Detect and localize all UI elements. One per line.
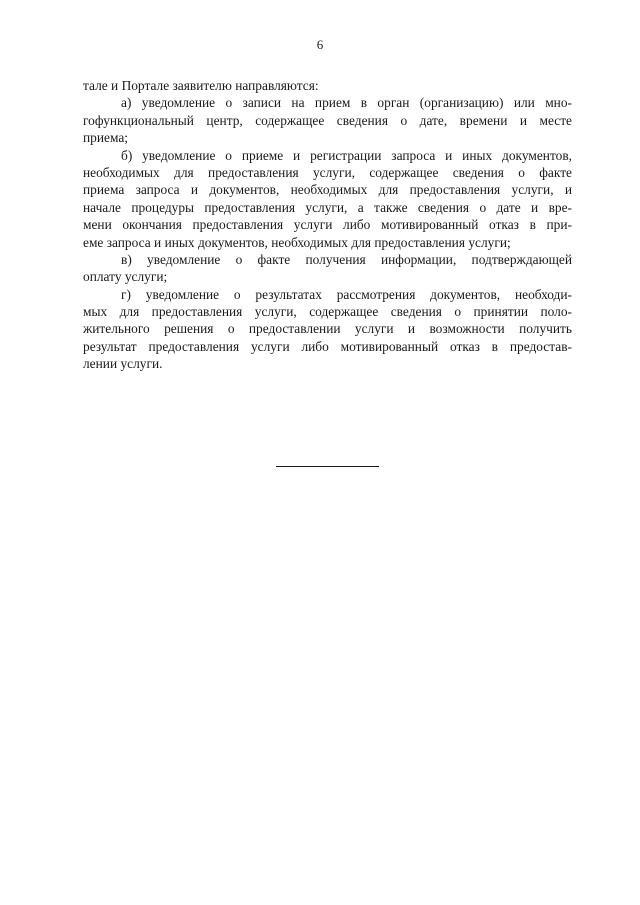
text-line: жительного решения о предоставлении услуги и возможности получить: [83, 321, 572, 337]
text-line: результат предоставления услуги либо мотивированный отказ в предостав-: [83, 338, 572, 354]
text-line: гофункциональный центр, содержащее сведения о дате, времени и месте: [83, 112, 572, 128]
text-line: б) уведомление о приеме и регистрации запроса и иных документов,: [121, 147, 572, 163]
document-body: [83, 77, 572, 373]
text-line: тале и Портале заявителю направляются:: [83, 78, 319, 93]
text-line: лении услуги.: [83, 356, 163, 372]
paragraph-item-b: [83, 147, 572, 251]
paragraph-item-a: [83, 94, 572, 146]
text-line: мых для предоставления услуги, содержащее сведения о принятии поло-: [83, 304, 572, 320]
text-line: приема;: [83, 130, 129, 146]
text-line: необходимых для предоставления услуги, содержащее сведения о факте: [83, 164, 572, 180]
paragraph-intro: [83, 77, 572, 94]
paragraph-item-v: [83, 251, 572, 286]
text-line: приема запроса и документов, необходимых для предоставления услуги, и: [83, 182, 572, 198]
text-line: мени окончания предоставления услуги либо мотивированный отказ в при-: [83, 217, 572, 233]
text-line: г) уведомление о результатах рассмотрения документов, необходи-: [121, 286, 572, 302]
paragraph-item-g: [83, 286, 572, 373]
text-line: еме запроса и иных документов, необходимых для предоставления услуги;: [83, 234, 511, 250]
text-line: а) уведомление о записи на прием в орган (организацию) или мно-: [121, 95, 572, 111]
text-line: в) уведомление о факте получения информации, подтверждающей: [121, 251, 572, 267]
page-number: 6: [316, 37, 324, 52]
text-line: оплату услуги;: [83, 269, 168, 285]
text-line: начале процедуры предоставления услуги, а также сведения о дате и вре-: [83, 199, 572, 215]
end-of-document-rule: [276, 466, 379, 467]
